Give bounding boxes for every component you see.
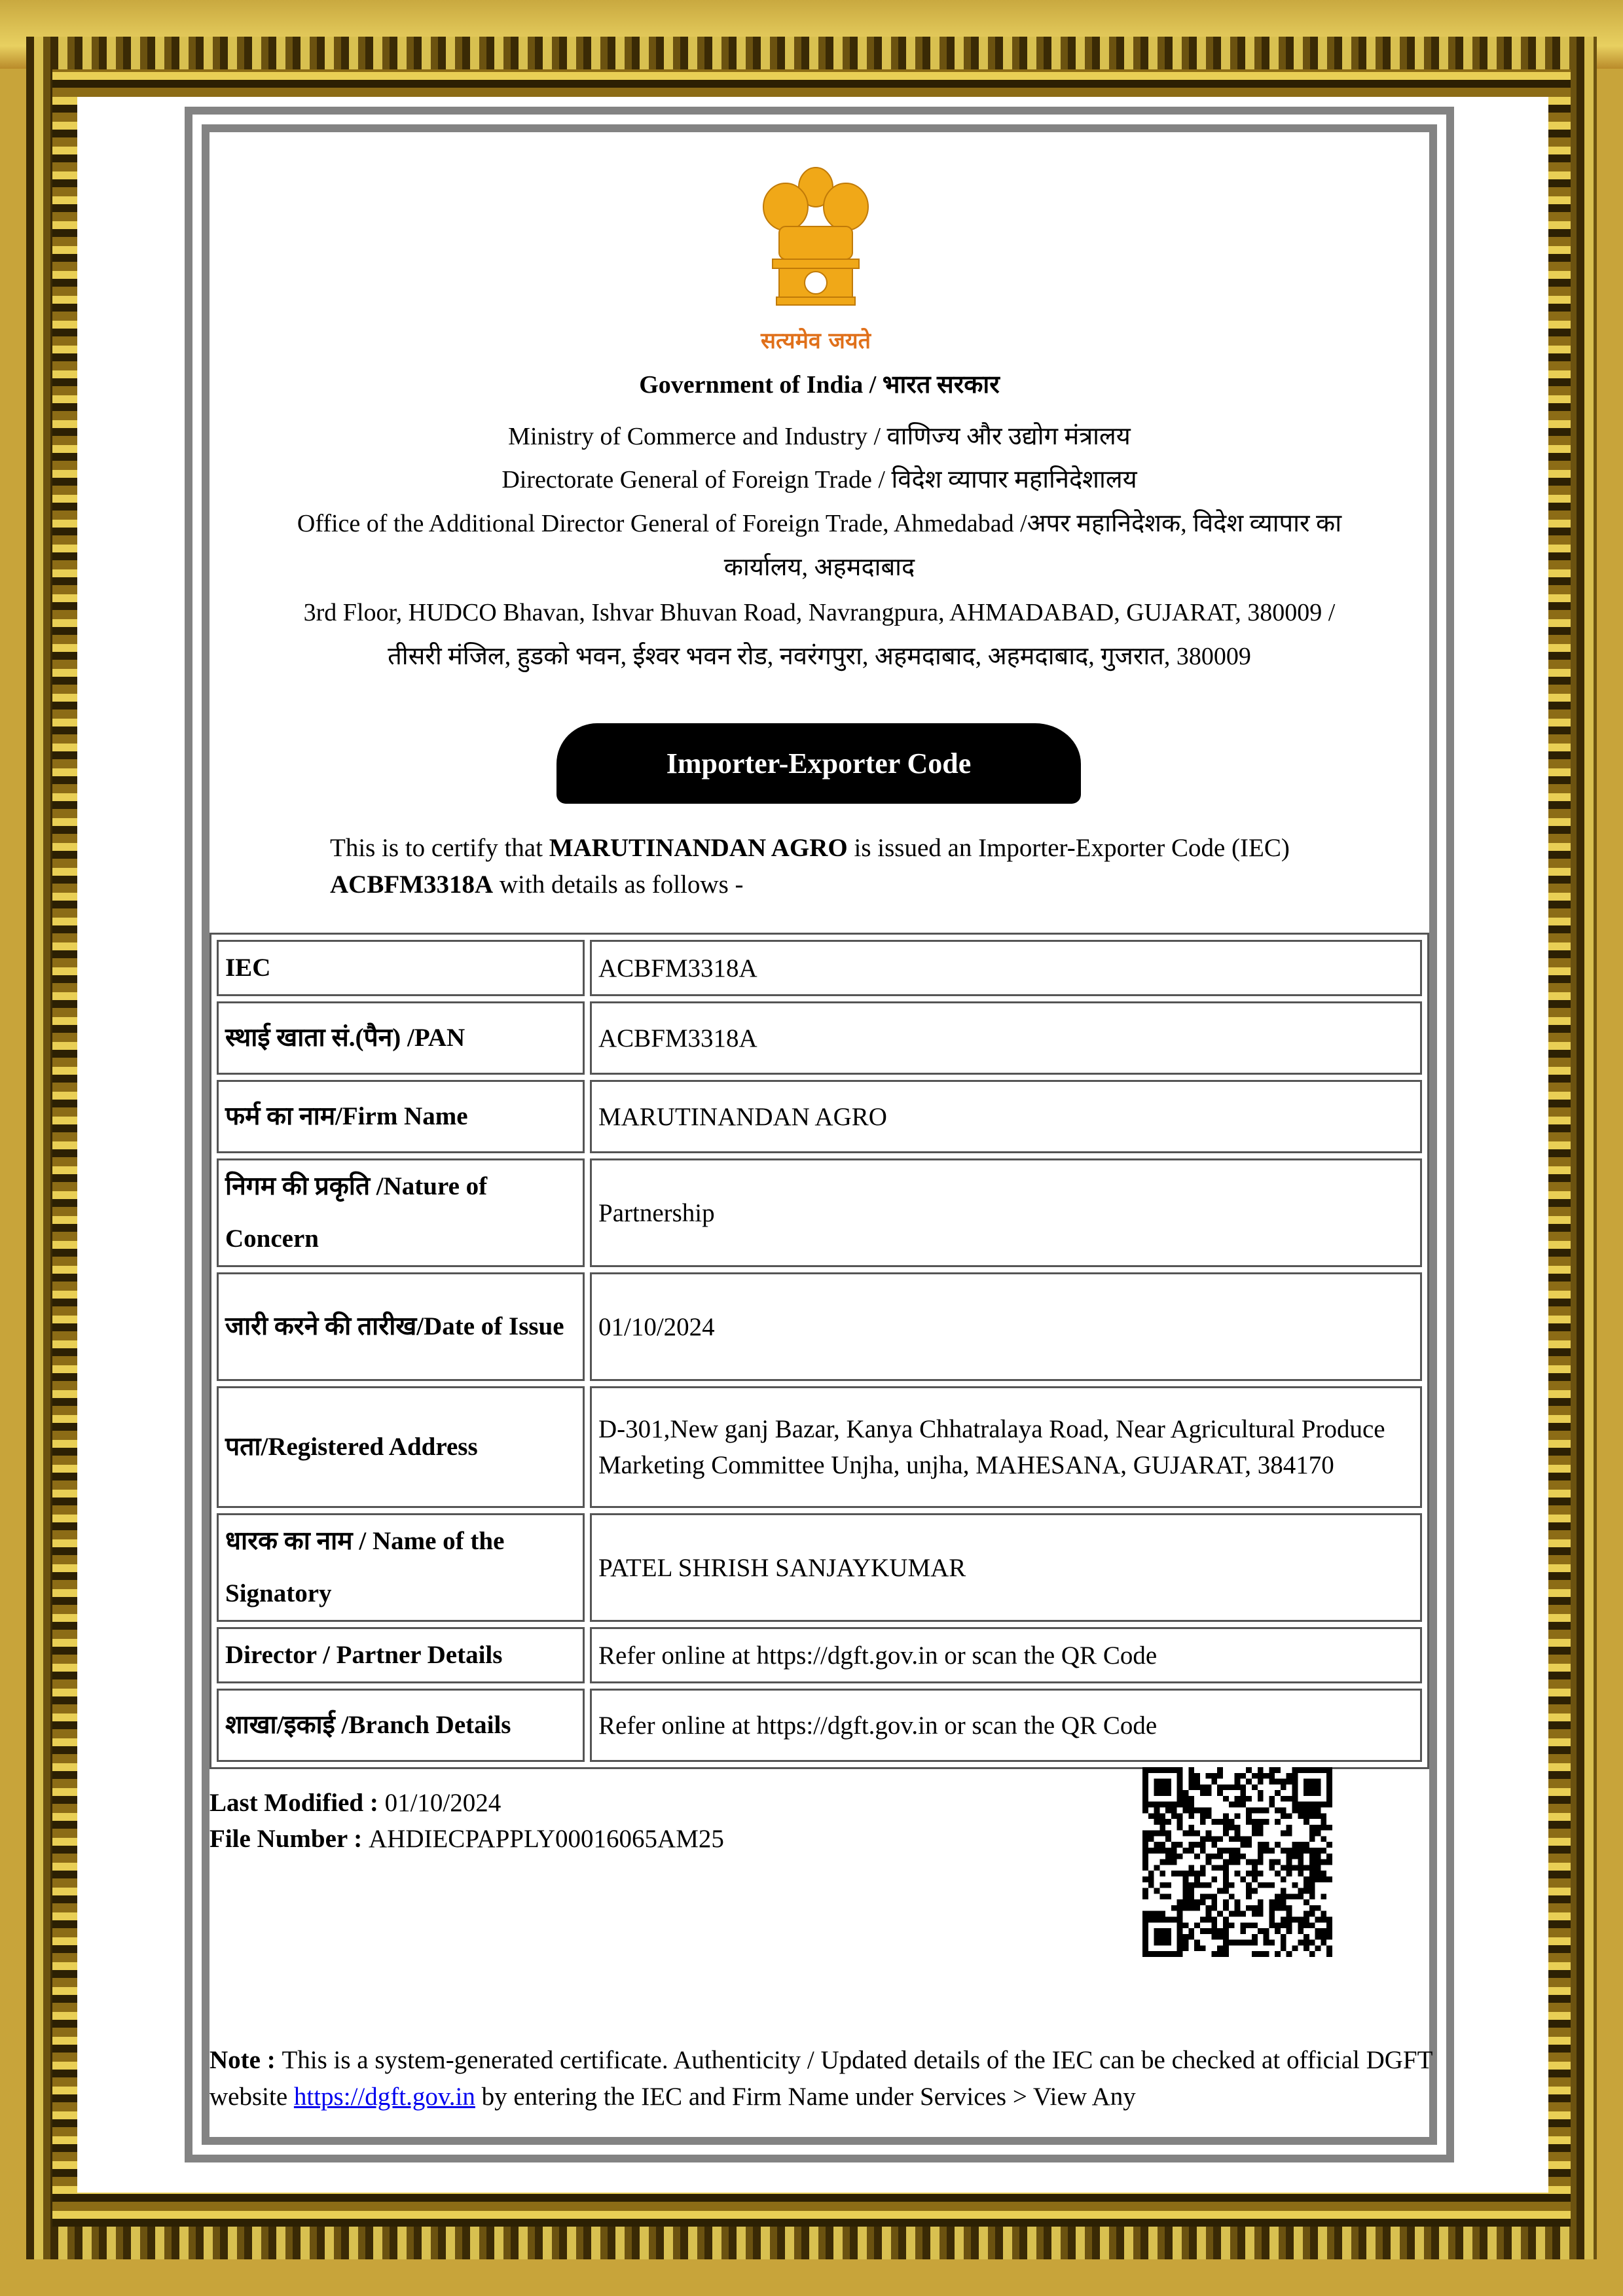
- row-label: फर्म का नाम/Firm Name: [217, 1080, 585, 1153]
- emblem-motto: सत्यमेव जयते: [761, 328, 871, 354]
- file-number-value: AHDIECPAPPLY00016065AM25: [369, 1825, 724, 1853]
- row-value: Refer online at https://dgft.gov.in or scan the QR Code: [590, 1689, 1422, 1762]
- last-modified-value: 01/10/2024: [384, 1789, 501, 1817]
- table-row: [217, 1080, 1422, 1153]
- certify-prefix: This is to certify that: [330, 834, 549, 862]
- table-row: [217, 1627, 1422, 1683]
- row-label: धारक का नाम / Name of the Signatory: [217, 1513, 585, 1622]
- row-label: जारी करने की तारीख/Date of Issue: [217, 1272, 585, 1381]
- row-label: IEC: [217, 940, 585, 996]
- row-label: शाखा/इकाई /Branch Details: [217, 1689, 585, 1762]
- table-row: [217, 1386, 1422, 1508]
- certify-middle: is issued an Importer-Exporter Code (IEC): [847, 834, 1290, 862]
- table-row: [217, 1513, 1422, 1622]
- office-line-1: Office of the Additional Director General of Foreign Trade, Ahmedabad /अपर महानिदेशक, विदेश व्यापार का: [297, 510, 1342, 537]
- row-value: MARUTINANDAN AGRO: [590, 1080, 1422, 1153]
- row-value: Refer online at https://dgft.gov.in or scan the QR Code: [590, 1627, 1422, 1683]
- file-number-label: File Number :: [210, 1825, 369, 1853]
- note-text-end: by entering the IEC and Firm Name under Services > View Any: [475, 2083, 1136, 2111]
- ministry-line: Ministry of Commerce and Industry / वाणिज्य और उद्योग मंत्रालय: [508, 423, 1131, 450]
- note-label: Note :: [210, 2046, 282, 2074]
- row-label: स्थाई खाता सं.(पैन) /PAN: [217, 1001, 585, 1075]
- file-number: [210, 1824, 724, 1854]
- certificate-title: Importer-Exporter Code: [556, 723, 1081, 804]
- table-row: [217, 1158, 1422, 1267]
- certify-statement: [330, 830, 1332, 903]
- table-row: [217, 1272, 1422, 1381]
- row-value: 01/10/2024: [590, 1272, 1422, 1381]
- government-heading: Government of India / भारत सरकार: [639, 371, 1000, 399]
- note: [210, 2042, 1440, 2115]
- row-value: ACBFM3318A: [590, 940, 1422, 996]
- certify-iec: ACBFM3318A: [330, 870, 494, 899]
- table-row: [217, 940, 1422, 996]
- dgft-link[interactable]: https://dgft.gov.in: [293, 2083, 475, 2111]
- row-value: Partnership: [590, 1158, 1422, 1267]
- address-line-2: तीसरी मंजिल, हुडको भवन, ईश्वर भवन रोड, नवरंगपुरा, अहमदाबाद, अहमदाबाद, गुजरात, 380009: [388, 643, 1251, 670]
- address-line-1: 3rd Floor, HUDCO Bhavan, Ishvar Bhuvan Road, Navrangpura, AHMADABAD, GUJARAT, 380009 /: [303, 599, 1336, 626]
- table-row: [217, 1689, 1422, 1762]
- row-label: Director / Partner Details: [217, 1627, 585, 1683]
- iec-details-table: [210, 933, 1429, 1769]
- last-modified-label: Last Modified :: [210, 1789, 385, 1817]
- row-value: D-301,New ganj Bazar, Kanya Chhatralaya Road, Near Agricultural Produce Marketing Committee Unjha, unjha, MAHESANA, GUJARAT, 384170: [590, 1386, 1422, 1508]
- row-label: पता/Registered Address: [217, 1386, 585, 1508]
- directorate-line: Directorate General of Foreign Trade / विदेश व्यापार महानिदेशालय: [501, 466, 1137, 493]
- note-text: This is a system-generated certificate. Authenticity / Updated details of the IEC can be checked at official DGFT website: [210, 2046, 1432, 2111]
- certify-firm: MARUTINANDAN AGRO: [549, 834, 848, 862]
- row-value: PATEL SHRISH SANJAYKUMAR: [590, 1513, 1422, 1622]
- qr-code[interactable]: [1142, 1767, 1332, 1957]
- table-row: [217, 1001, 1422, 1075]
- last-modified: [210, 1788, 501, 1818]
- row-label: निगम की प्रकृति /Nature of Concern: [217, 1158, 585, 1267]
- certify-suffix: with details as follows -: [493, 870, 744, 899]
- office-line-2: कार्यालय, अहमदाबाद: [723, 554, 915, 581]
- national-emblem-icon: [753, 161, 879, 357]
- row-value: ACBFM3318A: [590, 1001, 1422, 1075]
